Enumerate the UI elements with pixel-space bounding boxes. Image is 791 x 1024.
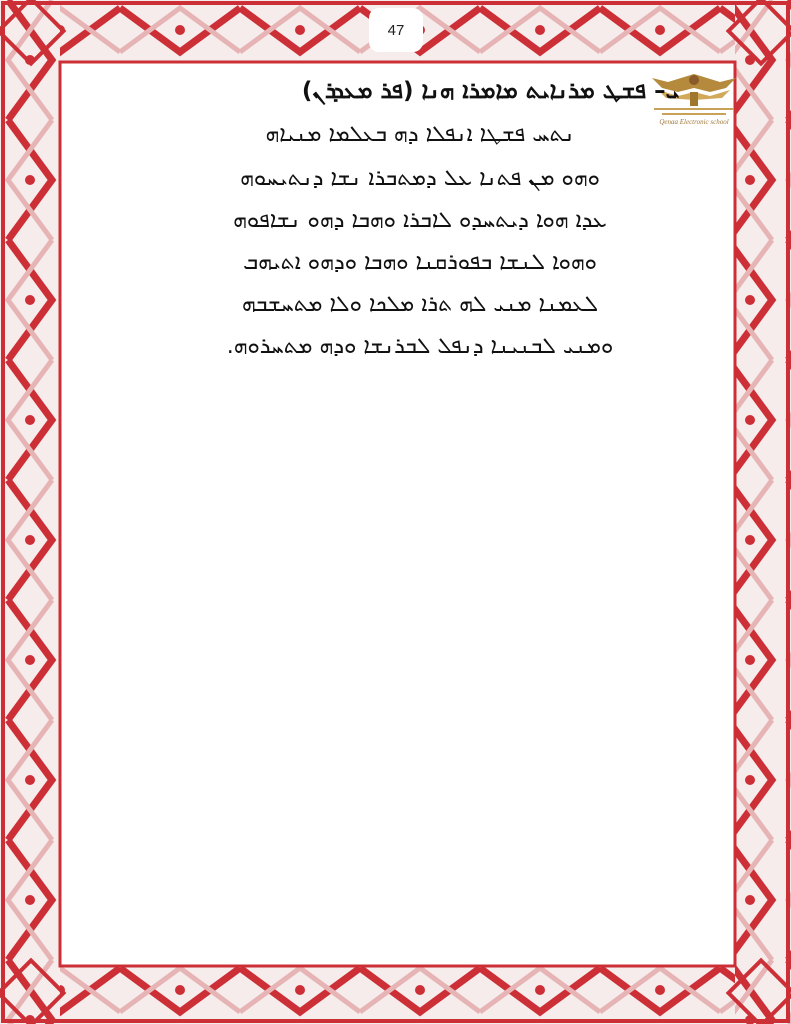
page-number-text: 47: [387, 21, 405, 39]
text-line: ܥܕܐ ܗܘܐ ܕܝܬܚܕܘ ܠܐܒܪܐ ܘܗܒܐ ܕܗܘ ܢܫܐܦܘܗ: [233, 208, 607, 233]
text-line: ܘܡܢܝ ܠܒܢܝܢܐ ܕܢܦܠ ܠܒܪܢܫܐ ܘܕܗ ܡܬܚܪܘܗ.: [226, 334, 614, 359]
text-line: ܠܥܡܢܐ ܡܢܝ ܠܗ ܬܪܐ ܡܠܟܐ ܘܠܐ ܡܬܚܫܒܗ: [241, 292, 599, 317]
section-heading: ܝ– ܦܫܛ ܡܪܢܐܝܬ ܡܐܡܪܐ ܗܢܐ (ܦܪ ܡܥܕܪܢ): [301, 78, 679, 104]
text-line: ܘܗܘܐ ܠܢܫܐ ܒܦܘܪܩܢܐ ܘܗܒܐ ܘܕܗܘ ܐܬܝܗܒ: [243, 250, 597, 275]
text-line: ܘܗܘ ܡܢ ܦܬܢܐ ܥܠ ܕܡܬܒܪܐ ܢܫܐ ܕܢܬܝܚܘܗ: [240, 166, 600, 191]
logo-caption: Qenaa Electronic school: [659, 118, 729, 126]
page-number: [369, 8, 423, 52]
text-line: ܢܬܚ ܦܫܛܐ ܐܢܦܠܐ ܕܗ ܒܥܠܡܐ ܡܢܝܐܗ: [265, 122, 575, 147]
